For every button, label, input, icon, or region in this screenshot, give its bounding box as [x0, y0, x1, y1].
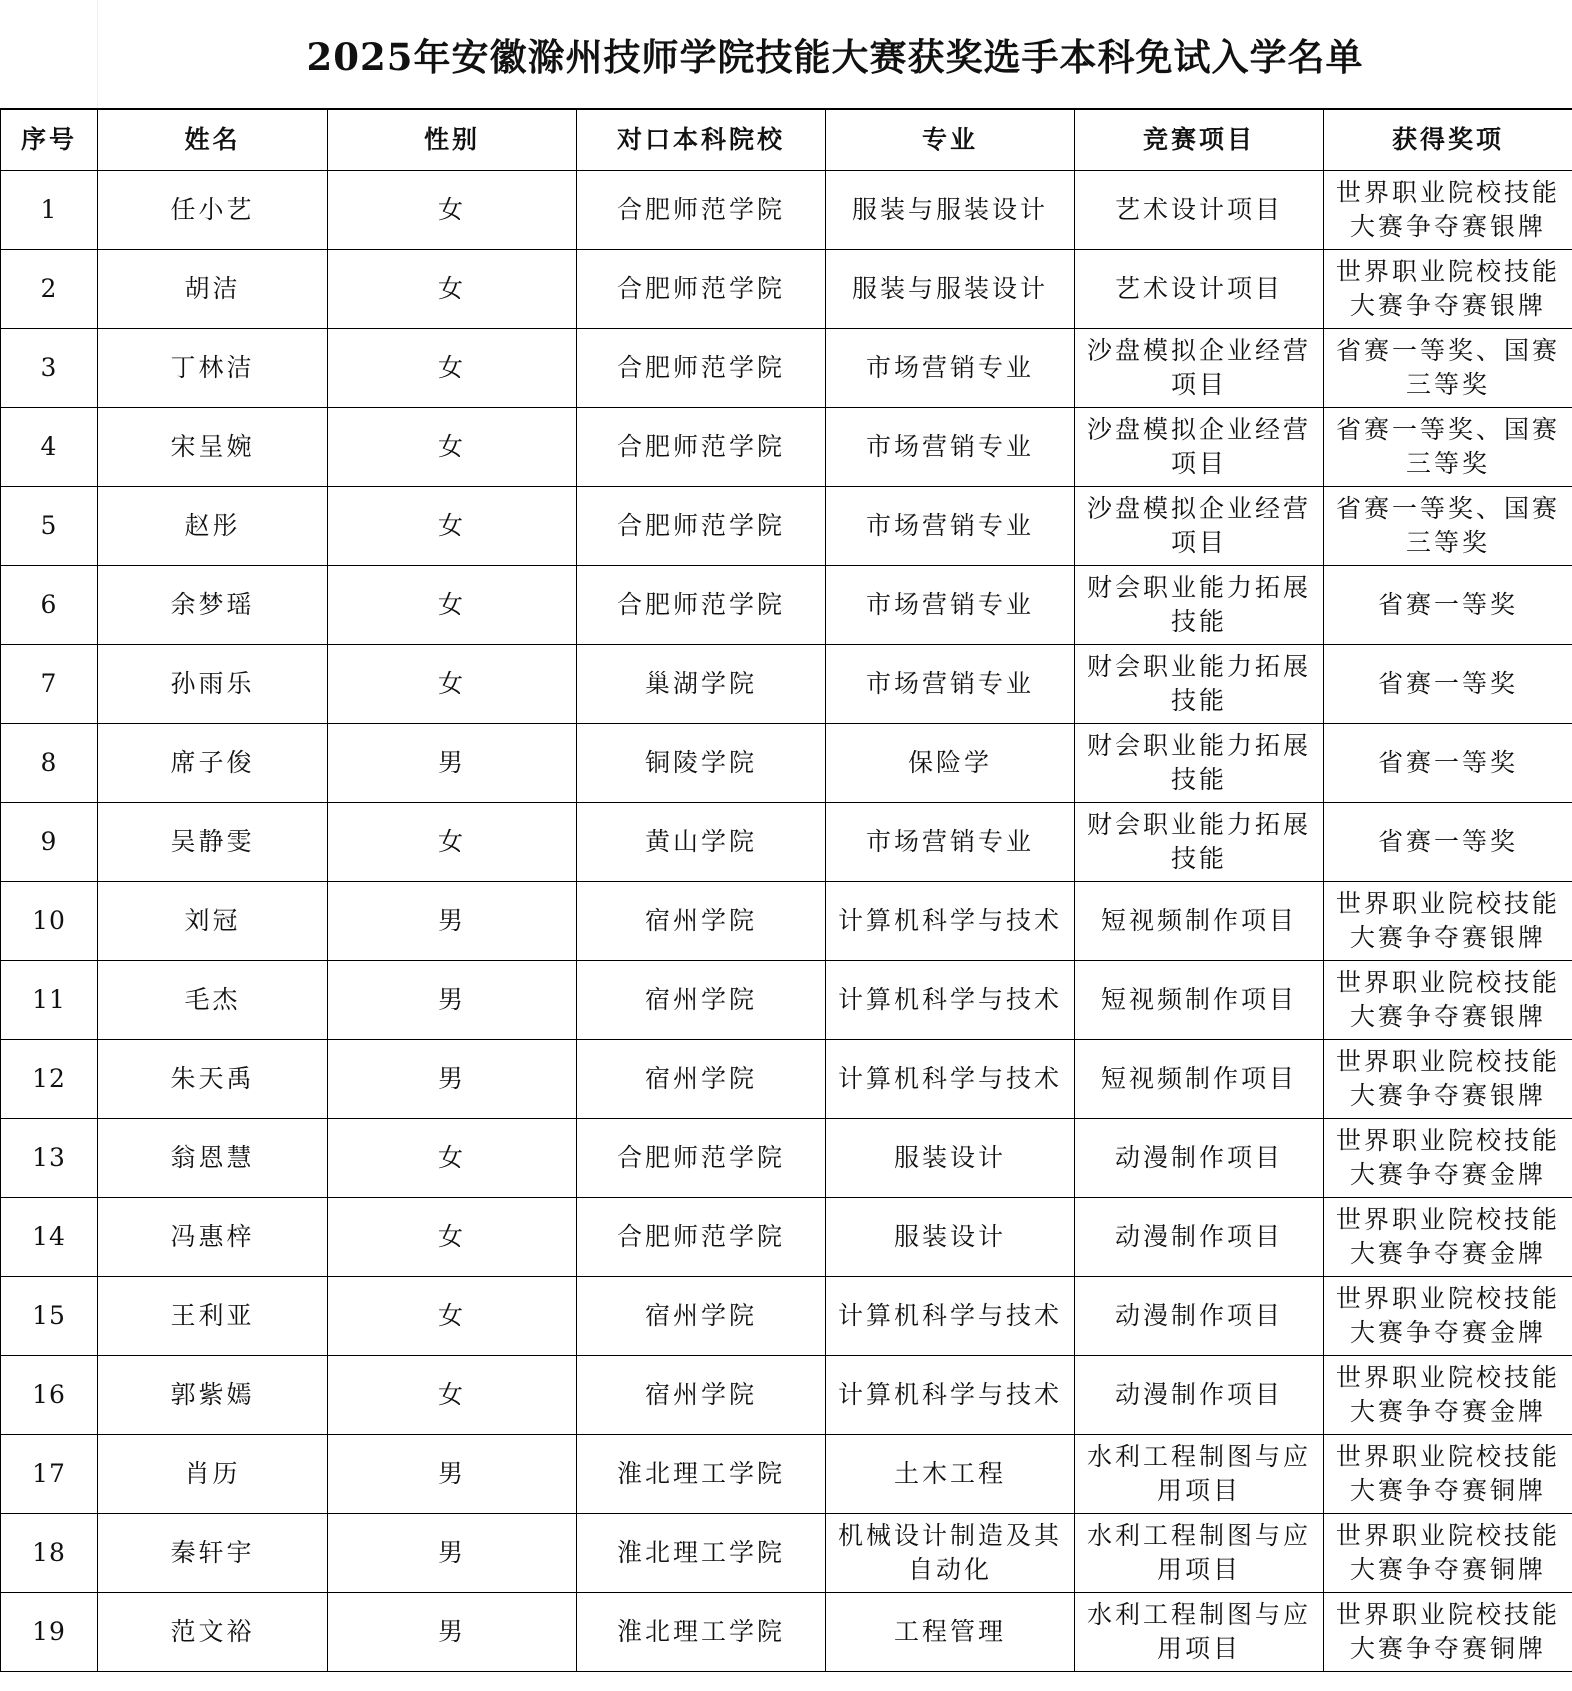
cell-col-competition: 短视频制作项目 [1075, 882, 1324, 961]
cell-col-index: 4 [1, 408, 98, 487]
cell-col-index: 2 [1, 250, 98, 329]
cell-col-university: 合肥师范学院 [577, 250, 826, 329]
table-row [1, 329, 1572, 408]
cell-col-award: 省赛一等奖 [1324, 645, 1572, 724]
cell-col-competition: 财会职业能力拓展技能 [1075, 724, 1324, 803]
cell-col-university: 铜陵学院 [577, 724, 826, 803]
cell-col-award: 世界职业院校技能大赛争夺赛铜牌 [1324, 1435, 1572, 1514]
cell-col-index: 17 [1, 1435, 98, 1514]
cell-col-university: 合肥师范学院 [577, 487, 826, 566]
cell-col-major: 服装与服装设计 [826, 250, 1075, 329]
cell-col-major: 市场营销专业 [826, 645, 1075, 724]
cell-col-major: 工程管理 [826, 1593, 1075, 1672]
cell-col-award: 省赛一等奖 [1324, 724, 1572, 803]
cell-col-university: 宿州学院 [577, 1277, 826, 1356]
table-row [1, 1356, 1572, 1435]
cell-col-gender: 女 [328, 408, 577, 487]
admission-table [0, 109, 1572, 1672]
table-row [1, 1435, 1572, 1514]
cell-col-name: 范文裕 [98, 1593, 328, 1672]
cell-col-name: 赵彤 [98, 487, 328, 566]
table-row [1, 724, 1572, 803]
header-col-major: 专业 [826, 110, 1075, 171]
cell-col-competition: 水利工程制图与应用项目 [1075, 1435, 1324, 1514]
cell-col-major: 服装设计 [826, 1119, 1075, 1198]
cell-col-gender: 女 [328, 171, 577, 250]
cell-col-award: 省赛一等奖 [1324, 566, 1572, 645]
cell-col-university: 宿州学院 [577, 1040, 826, 1119]
cell-col-university: 合肥师范学院 [577, 171, 826, 250]
cell-col-name: 毛杰 [98, 961, 328, 1040]
cell-col-name: 席子俊 [98, 724, 328, 803]
table-row [1, 645, 1572, 724]
title-row [0, 0, 1572, 109]
cell-col-gender: 女 [328, 566, 577, 645]
title-blank-cell [0, 0, 98, 108]
cell-col-competition: 动漫制作项目 [1075, 1356, 1324, 1435]
cell-col-award: 世界职业院校技能大赛争夺赛金牌 [1324, 1198, 1572, 1277]
cell-col-university: 淮北理工学院 [577, 1435, 826, 1514]
table-row [1, 566, 1572, 645]
table-row [1, 961, 1572, 1040]
cell-col-name: 王利亚 [98, 1277, 328, 1356]
cell-col-major: 市场营销专业 [826, 566, 1075, 645]
cell-col-gender: 女 [328, 329, 577, 408]
cell-col-competition: 沙盘模拟企业经营项目 [1075, 408, 1324, 487]
cell-col-major: 计算机科学与技术 [826, 1277, 1075, 1356]
cell-col-major: 市场营销专业 [826, 803, 1075, 882]
cell-col-competition: 动漫制作项目 [1075, 1277, 1324, 1356]
cell-col-major: 土木工程 [826, 1435, 1075, 1514]
cell-col-name: 宋呈婉 [98, 408, 328, 487]
cell-col-award: 省赛一等奖、国赛三等奖 [1324, 408, 1572, 487]
header-col-competition: 竞赛项目 [1075, 110, 1324, 171]
cell-col-competition: 短视频制作项目 [1075, 961, 1324, 1040]
cell-col-university: 合肥师范学院 [577, 408, 826, 487]
cell-col-major: 保险学 [826, 724, 1075, 803]
cell-col-competition: 艺术设计项目 [1075, 250, 1324, 329]
cell-col-university: 宿州学院 [577, 1356, 826, 1435]
cell-col-award: 世界职业院校技能大赛争夺赛铜牌 [1324, 1514, 1572, 1593]
table-row [1, 408, 1572, 487]
cell-col-award: 世界职业院校技能大赛争夺赛银牌 [1324, 171, 1572, 250]
table-row [1, 1119, 1572, 1198]
cell-col-name: 余梦瑶 [98, 566, 328, 645]
table-row [1, 1198, 1572, 1277]
cell-col-competition: 沙盘模拟企业经营项目 [1075, 487, 1324, 566]
cell-col-gender: 女 [328, 1119, 577, 1198]
cell-col-competition: 艺术设计项目 [1075, 171, 1324, 250]
cell-col-gender: 男 [328, 724, 577, 803]
cell-col-major: 服装与服装设计 [826, 171, 1075, 250]
cell-col-university: 合肥师范学院 [577, 566, 826, 645]
cell-col-major: 市场营销专业 [826, 329, 1075, 408]
cell-col-award: 省赛一等奖、国赛三等奖 [1324, 487, 1572, 566]
cell-col-university: 合肥师范学院 [577, 1198, 826, 1277]
header-col-index: 序号 [1, 110, 98, 171]
cell-col-gender: 男 [328, 1435, 577, 1514]
cell-col-gender: 女 [328, 1198, 577, 1277]
header-col-award: 获得奖项 [1324, 110, 1572, 171]
cell-col-award: 世界职业院校技能大赛争夺赛银牌 [1324, 961, 1572, 1040]
cell-col-university: 合肥师范学院 [577, 1119, 826, 1198]
cell-col-award: 世界职业院校技能大赛争夺赛银牌 [1324, 882, 1572, 961]
cell-col-major: 服装设计 [826, 1198, 1075, 1277]
cell-col-award: 世界职业院校技能大赛争夺赛银牌 [1324, 250, 1572, 329]
header-col-university: 对口本科院校 [577, 110, 826, 171]
cell-col-major: 计算机科学与技术 [826, 1040, 1075, 1119]
cell-col-name: 肖历 [98, 1435, 328, 1514]
cell-col-name: 翁恩慧 [98, 1119, 328, 1198]
table-row [1, 882, 1572, 961]
cell-col-index: 14 [1, 1198, 98, 1277]
cell-col-award: 省赛一等奖 [1324, 803, 1572, 882]
cell-col-competition: 沙盘模拟企业经营项目 [1075, 329, 1324, 408]
cell-col-index: 5 [1, 487, 98, 566]
cell-col-university: 淮北理工学院 [577, 1514, 826, 1593]
cell-col-award: 世界职业院校技能大赛争夺赛银牌 [1324, 1040, 1572, 1119]
cell-col-gender: 男 [328, 882, 577, 961]
cell-col-competition: 财会职业能力拓展技能 [1075, 645, 1324, 724]
cell-col-index: 6 [1, 566, 98, 645]
cell-col-name: 吴静雯 [98, 803, 328, 882]
cell-col-major: 计算机科学与技术 [826, 1356, 1075, 1435]
cell-col-index: 3 [1, 329, 98, 408]
cell-col-index: 11 [1, 961, 98, 1040]
cell-col-index: 15 [1, 1277, 98, 1356]
cell-col-university: 淮北理工学院 [577, 1593, 826, 1672]
cell-col-major: 市场营销专业 [826, 487, 1075, 566]
cell-col-competition: 动漫制作项目 [1075, 1198, 1324, 1277]
cell-col-gender: 男 [328, 1514, 577, 1593]
cell-col-gender: 女 [328, 487, 577, 566]
table-row [1, 1277, 1572, 1356]
header-row [1, 110, 1572, 171]
cell-col-award: 世界职业院校技能大赛争夺赛金牌 [1324, 1119, 1572, 1198]
table-row [1, 250, 1572, 329]
cell-col-award: 省赛一等奖、国赛三等奖 [1324, 329, 1572, 408]
cell-col-gender: 女 [328, 803, 577, 882]
cell-col-name: 刘冠 [98, 882, 328, 961]
cell-col-university: 黄山学院 [577, 803, 826, 882]
cell-col-competition: 水利工程制图与应用项目 [1075, 1593, 1324, 1672]
table-row [1, 803, 1572, 882]
cell-col-major: 计算机科学与技术 [826, 882, 1075, 961]
cell-col-index: 12 [1, 1040, 98, 1119]
cell-col-gender: 男 [328, 1040, 577, 1119]
cell-col-index: 9 [1, 803, 98, 882]
cell-col-index: 18 [1, 1514, 98, 1593]
cell-col-name: 朱天禹 [98, 1040, 328, 1119]
cell-col-index: 19 [1, 1593, 98, 1672]
table-row [1, 487, 1572, 566]
cell-col-award: 世界职业院校技能大赛争夺赛金牌 [1324, 1277, 1572, 1356]
cell-col-university: 宿州学院 [577, 961, 826, 1040]
cell-col-gender: 女 [328, 645, 577, 724]
cell-col-major: 机械设计制造及其自动化 [826, 1514, 1075, 1593]
cell-col-major: 计算机科学与技术 [826, 961, 1075, 1040]
cell-col-competition: 财会职业能力拓展技能 [1075, 566, 1324, 645]
cell-col-gender: 男 [328, 1593, 577, 1672]
cell-col-gender: 女 [328, 250, 577, 329]
cell-col-name: 胡洁 [98, 250, 328, 329]
table-row [1, 1514, 1572, 1593]
cell-col-competition: 动漫制作项目 [1075, 1119, 1324, 1198]
cell-col-index: 10 [1, 882, 98, 961]
cell-col-index: 13 [1, 1119, 98, 1198]
cell-col-university: 巢湖学院 [577, 645, 826, 724]
cell-col-index: 7 [1, 645, 98, 724]
table-row [1, 1593, 1572, 1672]
cell-col-name: 秦轩宇 [98, 1514, 328, 1593]
cell-col-award: 世界职业院校技能大赛争夺赛铜牌 [1324, 1593, 1572, 1672]
page-title: 2025年安徽滁州技师学院技能大赛获奖选手本科免试入学名单 [306, 35, 1364, 79]
cell-col-name: 郭紫嫣 [98, 1356, 328, 1435]
cell-col-major: 市场营销专业 [826, 408, 1075, 487]
cell-col-gender: 女 [328, 1356, 577, 1435]
cell-col-university: 宿州学院 [577, 882, 826, 961]
cell-col-gender: 女 [328, 1277, 577, 1356]
cell-col-award: 世界职业院校技能大赛争夺赛金牌 [1324, 1356, 1572, 1435]
header-col-name: 姓名 [98, 110, 328, 171]
cell-col-university: 合肥师范学院 [577, 329, 826, 408]
cell-col-competition: 水利工程制图与应用项目 [1075, 1514, 1324, 1593]
cell-col-competition: 财会职业能力拓展技能 [1075, 803, 1324, 882]
cell-col-name: 丁林洁 [98, 329, 328, 408]
cell-col-name: 孙雨乐 [98, 645, 328, 724]
cell-col-index: 16 [1, 1356, 98, 1435]
table-row [1, 171, 1572, 250]
cell-col-competition: 短视频制作项目 [1075, 1040, 1324, 1119]
cell-col-name: 任小艺 [98, 171, 328, 250]
cell-col-index: 8 [1, 724, 98, 803]
cell-col-name: 冯惠梓 [98, 1198, 328, 1277]
header-col-gender: 性别 [328, 110, 577, 171]
cell-col-index: 1 [1, 171, 98, 250]
table-row [1, 1040, 1572, 1119]
cell-col-gender: 男 [328, 961, 577, 1040]
